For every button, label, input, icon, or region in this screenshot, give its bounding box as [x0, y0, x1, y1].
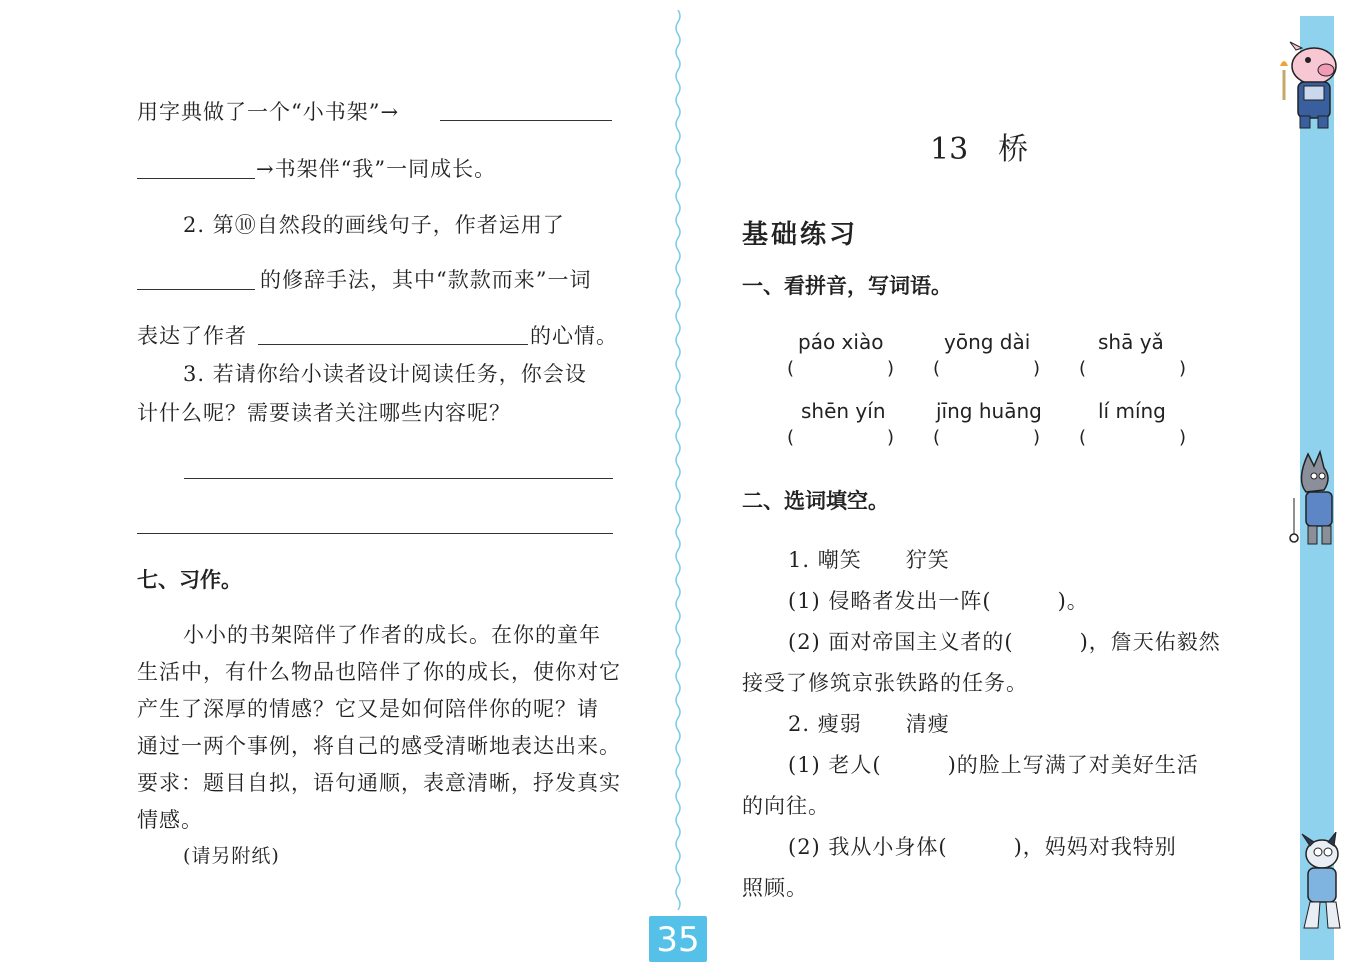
pig-cartoon-icon [1276, 40, 1344, 132]
fill-sentence: (1) 老人( )的脸上写满了对美好生活 [788, 753, 1199, 777]
answer-paren-close[interactable]: ) [1179, 427, 1187, 448]
pinyin-item: páo xiào [798, 330, 884, 354]
note-text: (请另附纸) [183, 845, 280, 867]
spine-wave [668, 10, 688, 910]
lesson-title: 13 桥 [930, 132, 1029, 167]
fill-sentence: 照顾。 [742, 876, 808, 900]
wolf-cartoon-icon [1284, 448, 1340, 552]
answer-paren-close[interactable]: ) [1179, 358, 1187, 379]
fill-sentence: (1) 侵略者发出一阵( )。 [788, 589, 1089, 613]
part1-title: 一、看拼音，写词语。 [742, 274, 952, 298]
word-choices: 1. 嘲笑 狞笑 [788, 548, 950, 572]
fill-sentence: (2) 我从小身体( )，妈妈对我特别 [788, 835, 1177, 859]
page-number: 35 [649, 916, 707, 962]
answer-line[interactable] [184, 478, 613, 479]
answer-paren-open[interactable]: ( [787, 358, 795, 379]
text-line: 用字典做了一个“小书架”→ [137, 100, 400, 124]
answer-paren-open[interactable]: ( [1079, 427, 1087, 448]
fill-sentence: 的向往。 [742, 794, 830, 818]
essay-line: 生活中，有什么物品也陪伴了你的成长，使你对它 [137, 660, 621, 684]
answer-paren-close[interactable]: ) [1033, 358, 1041, 379]
answer-blank[interactable] [440, 120, 612, 121]
section-title: 七、习作。 [137, 568, 242, 592]
word-choices: 2. 瘦弱 清瘦 [788, 712, 950, 736]
answer-paren-open[interactable]: ( [1079, 358, 1087, 379]
answer-blank[interactable] [137, 178, 255, 179]
answer-blank[interactable] [258, 344, 528, 345]
pinyin-item: lí míng [1098, 399, 1166, 423]
answer-blank[interactable] [137, 289, 255, 290]
dog-cartoon-icon [1292, 832, 1344, 932]
pinyin-item: jīng huāng [936, 399, 1042, 423]
text-line: →书架伴“我”一同成长。 [256, 157, 497, 181]
part2-title: 二、选词填空。 [742, 489, 889, 513]
essay-line: 情感。 [137, 808, 203, 832]
answer-paren-open[interactable]: ( [787, 427, 795, 448]
answer-paren-close[interactable]: ) [1033, 427, 1041, 448]
pinyin-item: shēn yín [801, 399, 886, 423]
essay-line: 通过一两个事例，将自己的感受清晰地表达出来。 [137, 734, 621, 758]
essay-line: 要求：题目自拟，语句通顺，表意清晰，抒发真实 [137, 771, 621, 795]
answer-paren-open[interactable]: ( [933, 427, 941, 448]
answer-paren-open[interactable]: ( [933, 358, 941, 379]
section-heading: 基础练习 [742, 220, 859, 250]
essay-line: 产生了深厚的情感？它又是如何陪伴你的呢？请 [137, 697, 599, 721]
question-2: 2. 第⑩自然段的画线句子，作者运用了 [183, 213, 565, 237]
pinyin-item: yōng dài [944, 330, 1031, 354]
text-line: 的修辞手法，其中“款款而来”一词 [260, 268, 592, 292]
question-3: 3. 若请你给小读者设计阅读任务，你会设 [183, 362, 587, 386]
answer-paren-close[interactable]: ) [887, 358, 895, 379]
fill-sentence: (2) 面对帝国主义者的( )，詹天佑毅然 [788, 630, 1221, 654]
text-line: 表达了作者 [137, 324, 247, 348]
answer-line[interactable] [137, 533, 613, 534]
pinyin-item: shā yǎ [1098, 330, 1164, 354]
text-line: 的心情。 [530, 324, 618, 348]
text-line: 计什么呢？需要读者关注哪些内容呢？ [137, 401, 511, 425]
answer-paren-close[interactable]: ) [887, 427, 895, 448]
fill-sentence: 接受了修筑京张铁路的任务。 [742, 671, 1028, 695]
essay-line: 小小的书架陪伴了作者的成长。在你的童年 [183, 623, 601, 647]
